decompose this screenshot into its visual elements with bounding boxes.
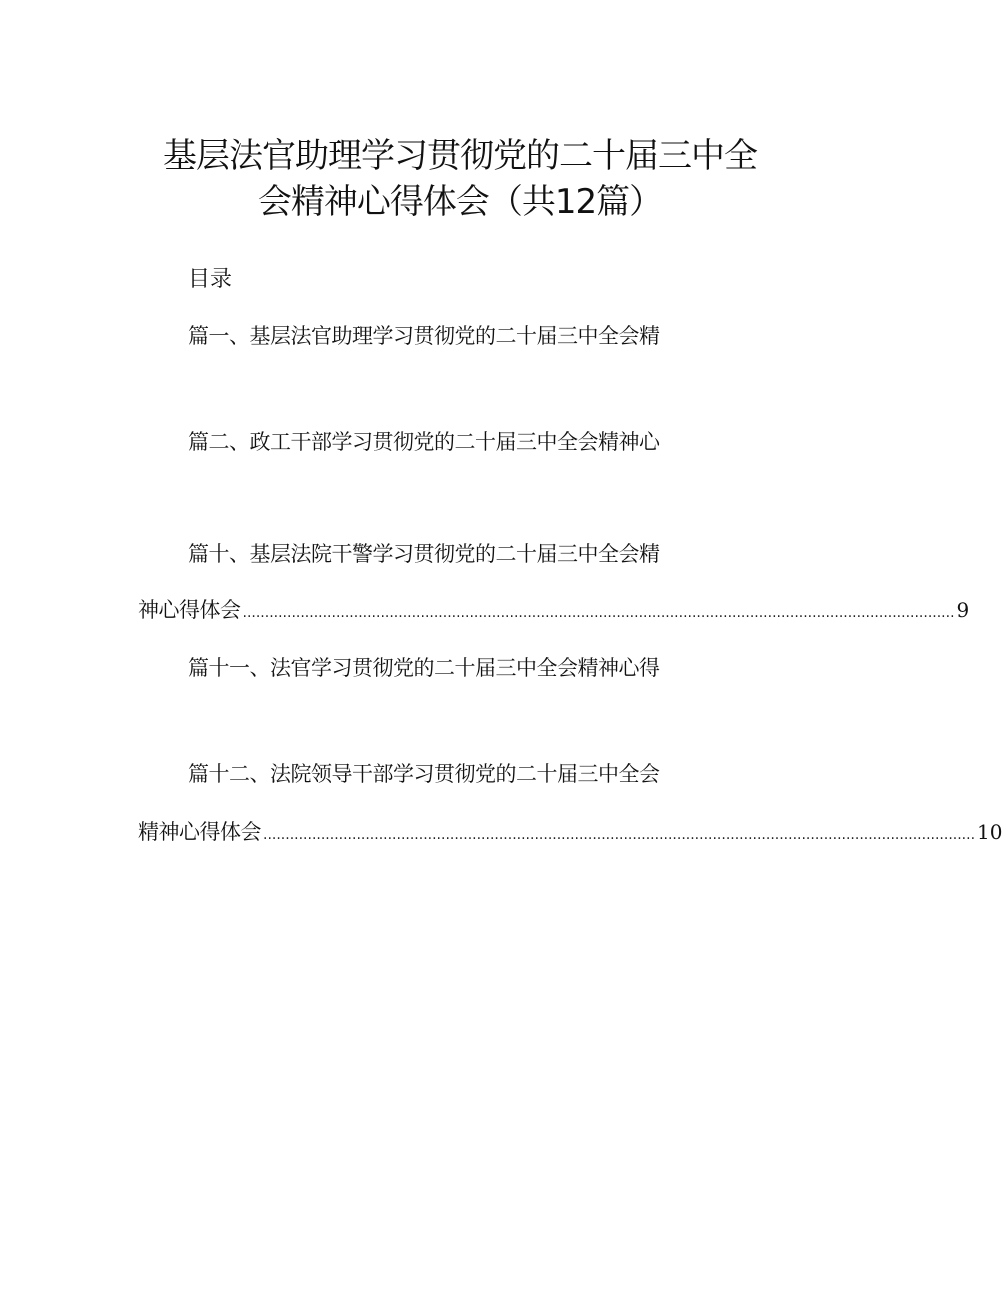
toc-entry-10-page-number: 9 — [956, 598, 970, 622]
toc-entry-10-line-2: 神心得体会 — [138, 598, 241, 622]
toc-entry-1[interactable]: 篇一、基层法官助理学习贯彻党的二十届三中全会精 — [188, 324, 660, 348]
toc-dot-leader: ................................................................................................................................................................ — [242, 605, 955, 621]
toc-dot-leader: ................................................................................................................................................................ — [263, 827, 976, 843]
toc-entry-2[interactable]: 篇二、政工干部学习贯彻党的二十届三中全会精神心 — [188, 430, 660, 454]
document-title-line-2: 会精神心得体会（共12篇） — [257, 182, 663, 222]
toc-entry-12-line-2: 精神心得体会 — [138, 820, 261, 844]
toc-entry-12-continuation[interactable] — [138, 816, 1002, 851]
toc-entry-10-continuation[interactable] — [138, 594, 970, 629]
toc-entry-12-page-number: 10 — [977, 820, 1002, 844]
toc-entry-10[interactable]: 篇十、基层法院干警学习贯彻党的二十届三中全会精 — [188, 542, 660, 566]
toc-entry-12[interactable]: 篇十二、法院领导干部学习贯彻党的二十届三中全会 — [188, 762, 660, 786]
toc-heading: 目录 — [188, 267, 233, 292]
document-title-line-1: 基层法官助理学习贯彻党的二十届三中全 — [163, 136, 757, 176]
toc-entry-11[interactable]: 篇十一、法官学习贯彻党的二十届三中全会精神心得 — [188, 656, 660, 680]
